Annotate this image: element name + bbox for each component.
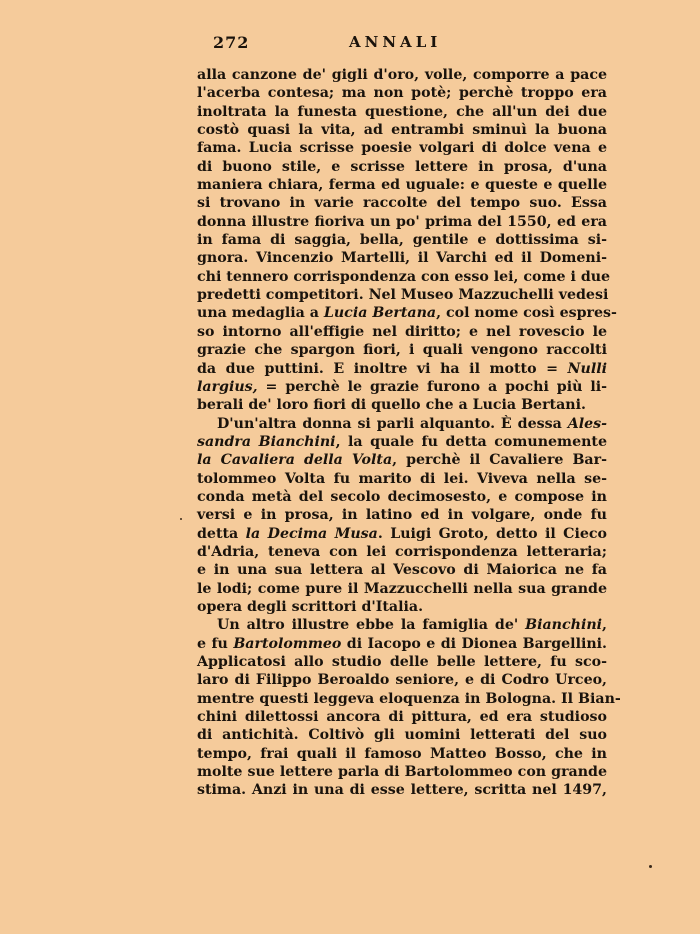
page-header [197,33,607,55]
text-run: opera degli scrittori d'Italia. [197,598,424,615]
text-line [197,249,607,267]
text-run: laro di Filippo Beroaldo seniore, e di Codro Urceo, [197,672,607,689]
italic-text: sandra Bianchini [197,433,336,450]
text-run: donna illustre fioriva un po' prima del 1550, ed era [197,213,607,230]
text-line [197,543,607,561]
text-run: gnora. Vincenzio Martelli, il Varchi ed il Domeni- [197,250,607,267]
text-line [197,323,607,341]
italic-text: Nulli [567,360,607,377]
text-line [197,84,607,102]
italic-text: Ales- [567,415,607,432]
italic-text: Lucia Bertana [323,305,437,322]
text-line [197,231,607,249]
text-line [197,635,607,653]
text-run: di buono stile, e scrisse lettere in prosa, d'una [197,158,607,175]
text-line [197,580,607,598]
text-line [197,66,607,84]
text-line [197,286,607,304]
text-run: Un altro illustre ebbe la famiglia de' [217,617,526,634]
text-run: = perchè le grazie furono a pochi più li- [257,378,607,395]
text-run: tempo, frai quali il famoso Matteo Bosso, che in [197,745,607,762]
text-run: e fu [197,635,234,652]
text-line [197,194,607,212]
text-run: e in una sua lettera al Vescovo di Maiorica ne fa [197,562,607,579]
text-run: . Luigi Groto, detto il Cieco [377,525,607,542]
text-run: alla canzone de' gigli d'oro, volle, comporre a pace [197,67,607,83]
text-line [197,415,607,433]
text-line [197,433,607,451]
italic-text: largius, [197,378,258,395]
text-line [197,213,607,231]
text-run: berali de' loro fiori di quello che a Lucia Bertani. [197,397,586,414]
text-line [197,690,621,708]
text-run: chi tennero corrispondenza con esso lei, come i due [197,268,611,285]
text-line [197,451,607,469]
scan-speck [649,865,652,868]
text-line [197,378,607,396]
text-run: chini dilettossi ancora di pittura, ed era studioso [197,709,607,726]
text-run: , la quale fu detta comunemente [335,433,607,450]
text-line [197,103,607,121]
page-number: 272 [213,33,250,52]
body-text [197,66,621,800]
text-run: , col nome così espres- [436,305,617,322]
text-run: d'Adria, teneva con lei corrispondenza letteraria; [197,543,607,560]
text-line [197,176,607,194]
text-line [197,396,607,414]
text-line [197,506,607,524]
text-run: versi e in prosa, in latino ed in volgare, onde fu [197,507,607,524]
text-run: detta [197,525,246,542]
text-run: tolommeo Volta fu marito di lei. Viveva nella se- [197,470,607,487]
text-run: di Iacopo e di Dionea Bargellini. [341,635,607,652]
italic-text: Bartolommeo [233,635,342,652]
text-line [197,525,607,543]
text-line [197,653,607,671]
text-line [197,561,607,579]
text-run: so intorno all'effigie nel diritto; e nel rovescio le [197,323,607,340]
text-run: di antichità. Coltivò gli uomini letterati del suo [197,727,607,744]
text-line [197,671,607,689]
text-line [197,616,607,634]
text-run: , [602,617,607,634]
text-run: da due puttini. E inoltre vi ha il motto = [197,360,568,377]
text-run: fama. Lucia scrisse poesie volgari di dolce vena e [197,140,607,157]
text-run: molte sue lettere parla di Bartolommeo con grande [197,764,607,781]
text-line [197,360,607,378]
text-run: maniera chiara, ferma ed uguale: e queste e quelle [197,177,607,194]
text-run: grazie che spargon fiori, i quali vengono raccolti [197,342,607,359]
text-run: predetti competitori. Nel Museo Mazzuchelli vedesi [197,287,609,304]
text-line [197,341,607,359]
text-line [197,781,607,799]
running-head: ANNALI [349,33,442,51]
text-run: D'un'altra donna si parli alquanto. È dessa [217,415,568,432]
text-line [197,488,607,506]
text-line [197,726,607,744]
text-run: in fama di saggia, bella, gentile e dottissima si- [197,232,607,249]
text-line [197,763,607,781]
text-run: , perchè il Cavaliere Bar- [392,452,607,469]
text-run: costò quasi la vita, ad entrambi sminuì la buona [197,122,607,139]
text-run: conda metà del secolo decimosesto, e compose in [197,488,607,505]
text-run: si trovano in varie raccolte del tempo suo. Essa [197,195,607,212]
text-line [197,139,607,157]
text-line [197,470,607,488]
text-run: inoltrata la funesta questione, che all'un dei due [197,103,607,120]
italic-text: la Decima Musa [245,525,378,542]
text-run: mentre questi leggeva eloquenza in Bologna. Il Bian- [197,690,621,707]
italic-text: Bianchini [525,617,603,634]
text-line [197,268,611,286]
text-run: l'acerba contesa; ma non potè; perchè troppo era [197,85,607,102]
text-line [197,121,607,139]
text-run: stima. Anzi in una di esse lettere, scritta nel 1497, [197,782,607,799]
text-run: una medaglia a [197,305,324,322]
text-line [197,708,607,726]
text-line [197,158,607,176]
text-line [197,745,607,763]
text-line [197,304,617,322]
text-run: le lodi; come pure il Mazzucchelli nella sua grande [197,580,607,597]
scan-speck [180,518,182,520]
text-line [197,598,607,616]
italic-text: la Cavaliera della Volta [197,452,393,469]
text-run: Applicatosi allo studio delle belle lettere, fu sco- [197,654,607,670]
